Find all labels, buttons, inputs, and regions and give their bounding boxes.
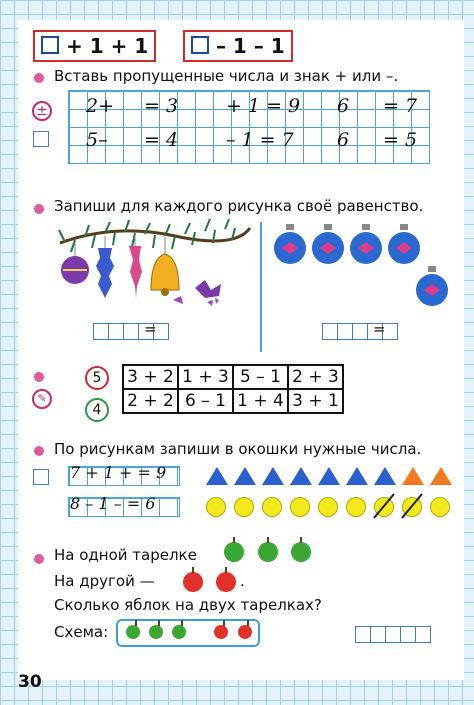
task1-r1-b: = 3 <box>144 95 179 117</box>
header-minus-text: – 1 – 1 <box>215 34 285 58</box>
task1-text: Вставь пропущенные числа и знак + или –. <box>54 67 399 85</box>
task-bullet-icon <box>34 554 44 564</box>
task4-line2: 8 – 1 – = 6 <box>70 494 156 513</box>
answer-cells-right[interactable] <box>322 323 398 340</box>
red-dot <box>238 625 252 639</box>
red-apple-icon <box>183 572 203 592</box>
expression-table <box>122 364 344 414</box>
answer-cells-bottom[interactable] <box>355 626 431 643</box>
task-bullet-icon <box>34 204 44 214</box>
task1-r1-c: + 1 = 9 <box>226 95 301 117</box>
green-apple-icon <box>291 542 311 562</box>
task-bullet-icon <box>34 372 44 382</box>
task1-r2-d: 6 <box>337 129 350 151</box>
task2-text: Запиши для каждого рисунка своё равенство. <box>54 197 424 215</box>
table-cell[interactable]: 3 + 2 <box>123 365 178 389</box>
task1-r2-b: = 4 <box>144 129 179 151</box>
blue-triangle <box>262 467 284 485</box>
table-cell[interactable]: 6 – 1 <box>178 389 233 413</box>
green-apple-icon <box>258 542 278 562</box>
eq-sign-left: = <box>144 320 157 338</box>
pencil-icon: ✎ <box>32 389 52 409</box>
green-apple-icon <box>224 542 244 562</box>
task4-line1: 7 + 1 + = 9 <box>70 463 167 482</box>
answer-cells-left[interactable] <box>93 323 169 340</box>
christmas-branch-illustration <box>55 218 255 318</box>
yellow-circle <box>430 497 450 517</box>
task1-r2-a: 5– <box>86 129 108 151</box>
yellow-circle <box>318 497 338 517</box>
task5-line1: На одной тарелке <box>54 546 197 564</box>
eq-sign-right: = <box>373 320 386 338</box>
yellow-circle <box>234 497 254 517</box>
task-bullet-icon <box>34 73 44 83</box>
blue-triangle <box>234 467 256 485</box>
blue-triangle <box>290 467 312 485</box>
green-dot <box>126 625 140 639</box>
cross-out-marks <box>370 492 424 522</box>
task1-r1-a: 2+ <box>86 95 115 117</box>
header-box-minus <box>183 30 293 62</box>
blue-triangle <box>318 467 340 485</box>
task1-r1-d: 6 <box>337 95 350 117</box>
yellow-circle <box>290 497 310 517</box>
empty-square-icon <box>41 36 59 54</box>
task1-r2-c: – 1 = 7 <box>226 129 294 151</box>
task5-question: Сколько яблок на двух тарелках? <box>54 596 322 614</box>
label-circle-5: 5 <box>85 366 109 390</box>
task4-text: По рисункам запиши в окошки нужные числа. <box>54 440 422 458</box>
header-plus-text: + 1 + 1 <box>65 34 149 58</box>
checkbox-icon <box>33 469 49 485</box>
yellow-circle <box>262 497 282 517</box>
blue-triangle <box>346 467 368 485</box>
empty-square-icon <box>191 36 209 54</box>
label-circle-4: 4 <box>85 398 109 422</box>
ornaments-illustration <box>272 220 452 315</box>
task-bullet-icon <box>34 446 44 456</box>
red-dot <box>214 625 228 639</box>
green-dot <box>172 625 186 639</box>
page-number: 30 <box>18 672 42 692</box>
orange-triangle <box>402 467 424 485</box>
yellow-circle <box>346 497 366 517</box>
table-cell[interactable]: 1 + 4 <box>233 389 288 413</box>
plus-minus-icon: ± <box>32 101 52 121</box>
task1-r2-e: = 5 <box>383 129 418 151</box>
yellow-circle <box>206 497 226 517</box>
table-cell[interactable]: 3 + 1 <box>288 389 343 413</box>
task5-line2: На другой — <box>54 572 155 590</box>
table-cell[interactable]: 1 + 3 <box>178 365 233 389</box>
blue-triangle <box>206 467 228 485</box>
blue-triangle <box>374 467 396 485</box>
green-dot <box>149 625 163 639</box>
divider-line <box>260 222 262 352</box>
table-cell[interactable]: 5 – 1 <box>233 365 288 389</box>
table-cell[interactable]: 2 + 2 <box>123 389 178 413</box>
header-box-plus <box>33 30 156 62</box>
red-apple-icon <box>216 572 236 592</box>
task1-r1-e: = 7 <box>383 95 418 117</box>
checkbox-icon <box>33 131 49 147</box>
table-row <box>123 389 343 413</box>
scheme-label: Схема: <box>54 623 109 641</box>
task5-line2-end: . <box>240 572 245 590</box>
table-cell[interactable]: 2 + 3 <box>288 365 343 389</box>
table-row <box>123 365 343 389</box>
orange-triangle <box>430 467 452 485</box>
